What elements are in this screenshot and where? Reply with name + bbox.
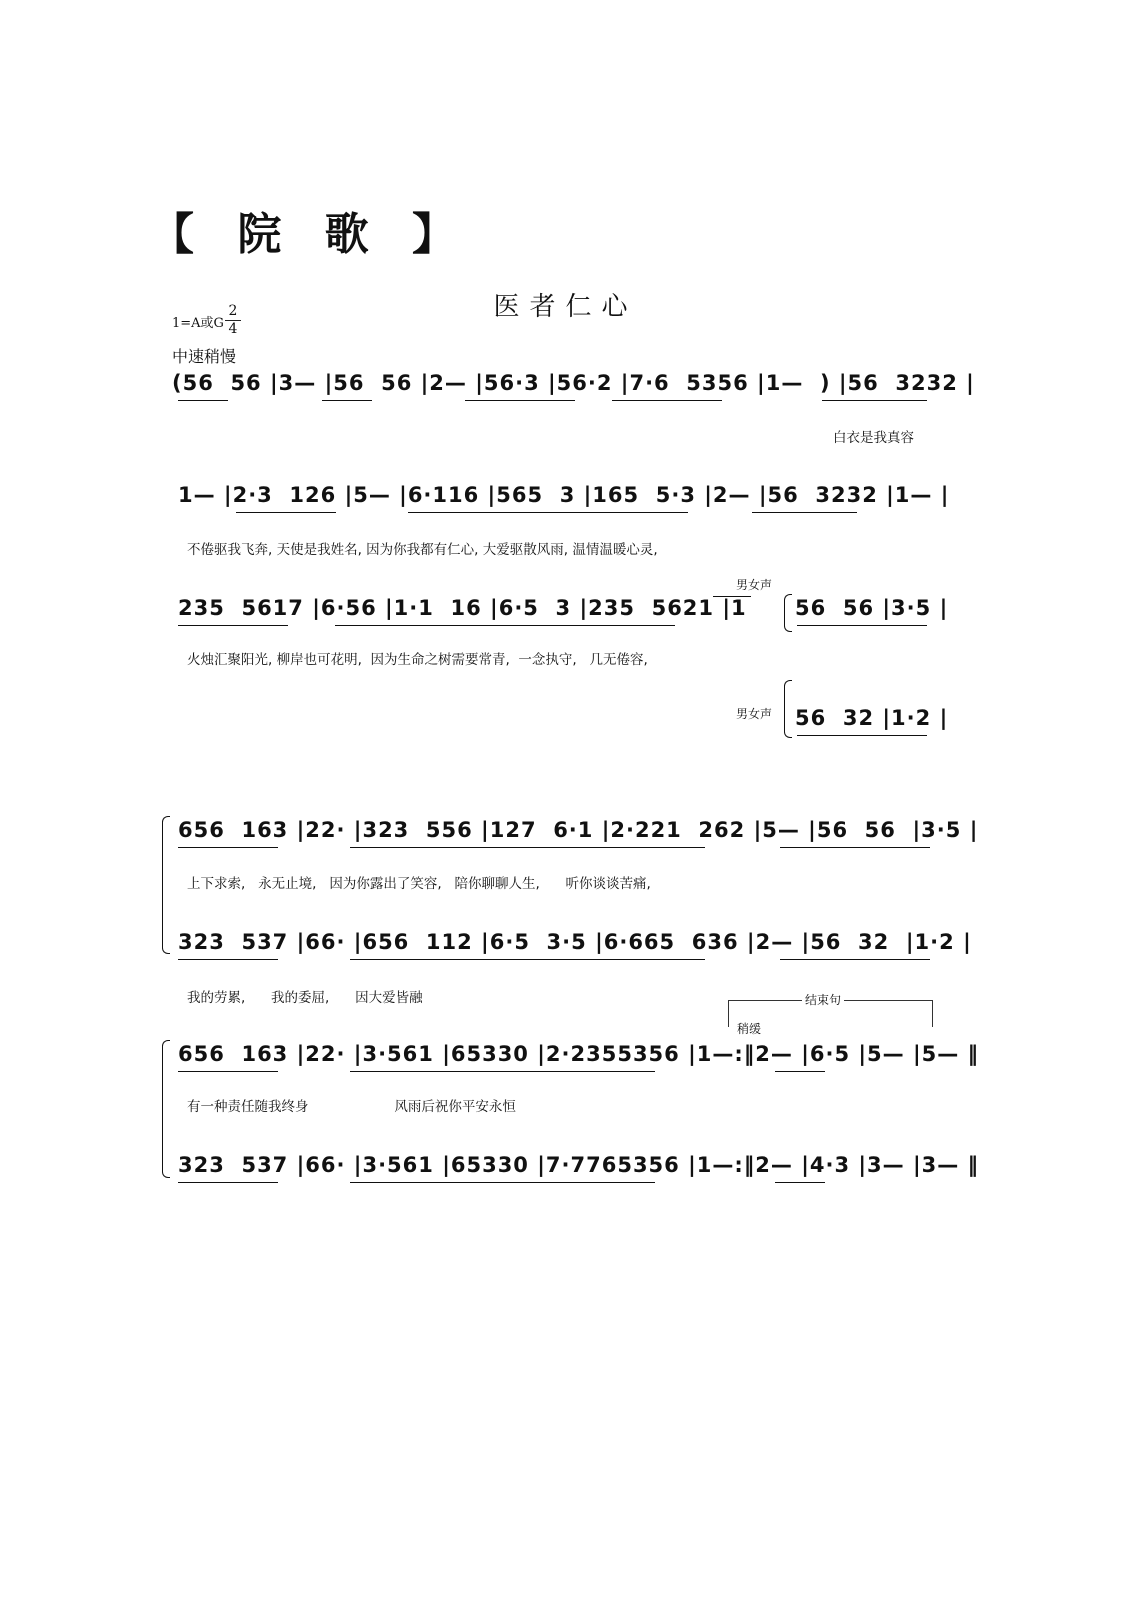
lyric-line-1: 白衣是我真容 <box>833 430 914 446</box>
tempo-slower: 稍缓 <box>737 1022 762 1036</box>
underline <box>178 959 278 960</box>
notation-row-1: (56 56 |3— |56 56 |2— |56·3 |56·2 |7·6 5356 |1— ) |56 3232 | <box>172 371 975 395</box>
underline <box>236 512 336 513</box>
notation-row-2: 1— |2·3 126 |5— |6·116 |565 3 |165 5·3 |2— |56 3232 |1— | <box>178 483 950 507</box>
underline <box>822 400 927 401</box>
time-signature <box>225 304 241 337</box>
lyric-line-6: 有一种责任随我终身 风雨后祝你平安永恒 <box>187 1099 516 1115</box>
notation-row-3b: 56 56 |3·5 | <box>795 596 949 620</box>
notation-row-7: 656 163 |22· |3·561 |65330 |2·2355356 |1—:‖2— |6·5 |5— |5— ‖ <box>178 1042 980 1066</box>
notation-row-3: 235 5617 |6·56 |1·1 16 |6·5 3 |235 5621 |1 <box>178 596 747 620</box>
underline <box>775 1071 825 1072</box>
voice-brace-a <box>784 594 792 632</box>
lyric-line-2: 不倦驱我飞奔, 天使是我姓名, 因为你我都有仁心, 大爱驱散风雨, 温情温暖心灵, <box>187 542 658 558</box>
tempo-marking: 中速稍慢 <box>172 347 237 366</box>
underline <box>775 1182 825 1183</box>
underline <box>178 400 228 401</box>
underline <box>612 400 722 401</box>
voice-label-b: 男女声 <box>736 707 773 721</box>
notation-row-8: 323 537 |66· |3·561 |65330 |7·7765356 |1—:‖2— |4·3 |3— |3— ‖ <box>178 1153 980 1177</box>
time-signature-bottom: 4 <box>228 321 238 337</box>
underline <box>797 625 927 626</box>
sustain-line <box>713 596 751 597</box>
notation-row-4: 56 32 |1·2 | <box>795 706 949 730</box>
underline <box>465 400 575 401</box>
time-signature-top: 2 <box>228 303 238 319</box>
ending-label: 结束句 <box>802 991 844 1008</box>
voice-label-a: 男女声 <box>736 578 773 592</box>
underline <box>350 1182 655 1183</box>
notation-row-5: 656 163 |22· |323 556 |127 6·1 |2·221 262 |5— |56 56 |3·5 | <box>178 818 979 842</box>
underline <box>780 959 930 960</box>
underline <box>350 1071 655 1072</box>
underline <box>322 400 372 401</box>
underline <box>178 625 288 626</box>
lyric-line-3: 火烛汇聚阳光, 柳岸也可花明, 因为生命之树需要常青, 一念执守, 几无倦容, <box>187 652 648 668</box>
underline <box>178 847 278 848</box>
voice-brace-b <box>784 680 792 738</box>
underline <box>350 959 705 960</box>
lyric-line-5: 我的劳累, 我的委屈, 因大爱皆融 <box>187 990 423 1006</box>
underline <box>178 1182 278 1183</box>
underline <box>780 847 930 848</box>
key-signature: 1=A或G <box>172 316 224 331</box>
notation-row-6: 323 537 |66· |656 112 |6·5 3·5 |6·665 636 |2— |56 32 |1·2 | <box>178 930 972 954</box>
underline <box>350 847 705 848</box>
underline <box>335 625 675 626</box>
underline <box>797 735 927 736</box>
page-heading: 【 院 歌 】 <box>150 209 470 260</box>
system-brace-1 <box>162 816 170 954</box>
lyric-line-4: 上下求索, 永无止境, 因为你露出了笑容, 陪你聊聊人生, 听你谈谈苦痛, <box>187 876 651 892</box>
system-brace-2 <box>162 1040 170 1178</box>
song-title: 医者仁心 <box>493 292 638 322</box>
underline <box>408 512 688 513</box>
underline <box>178 1071 278 1072</box>
underline <box>752 512 857 513</box>
